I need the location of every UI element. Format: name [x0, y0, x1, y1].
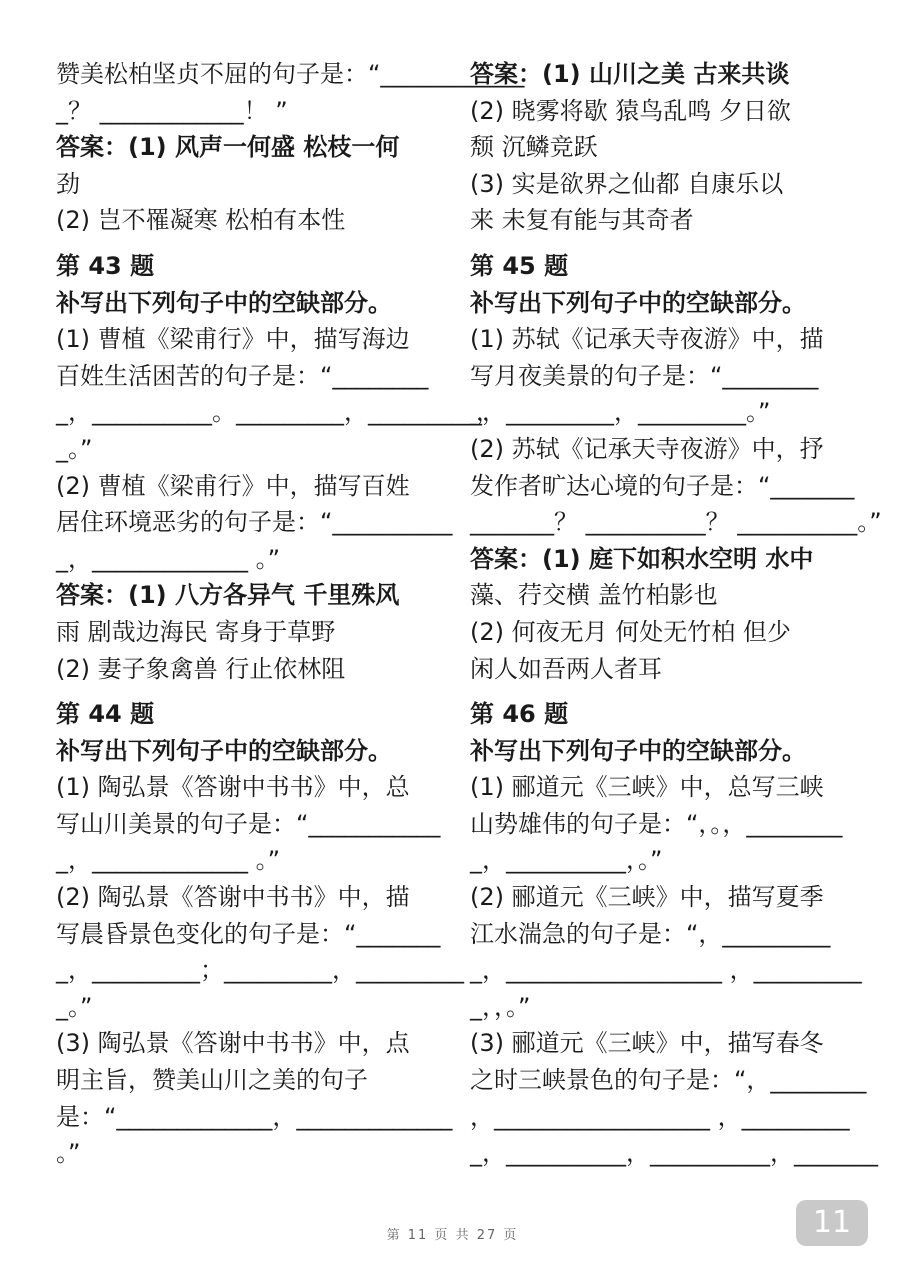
text-line: 补写出下列句子中的空缺部分。 [470, 288, 806, 317]
text-line: 答案：(1) 山川之美 古来共谈 [470, 60, 790, 88]
text-line: 居住环境恶劣的句子是：“__________ [56, 508, 453, 537]
text-line: (2) 妻子象禽兽 行止依林阻 [56, 654, 346, 683]
text-line: (2) 何夜无月 何处无竹柏 但少 [470, 617, 791, 646]
text-line: (3) 郦道元《三峡》中，描写春冬 [470, 1029, 824, 1058]
text-line: _。” [56, 992, 93, 1021]
text-line: _______？ __________？ __________。” [470, 508, 882, 537]
text-line: (1) 苏轼《记承天寺夜游》中，描 [470, 325, 824, 354]
text-line: (3) 实是欲界之仙都 自康乐以 [470, 169, 784, 198]
text-line: 第 43 题 [56, 251, 155, 280]
text-line: 发作者旷达心境的句子是：“_______ [470, 471, 855, 500]
text-line: 劲 [56, 169, 80, 198]
text-line: _，，。” [470, 992, 531, 1021]
text-line: (2) 郦道元《三峡》中，描写夏季 [470, 883, 824, 912]
text-line: 第 45 题 [470, 251, 569, 280]
text-line: 藻、荇交横 盖竹柏影也 [470, 581, 718, 610]
text-line: (2) 晓雾将歇 猿鸟乱鸣 夕日欲 [470, 96, 791, 125]
text-line: 答案：(1) 风声一何盛 松枝一何 [56, 133, 400, 162]
text-line: 。” [56, 1139, 81, 1168]
text-line: (1) 曹植《梁甫行》中，描写海边 [56, 325, 410, 354]
text-line: ，__________________ ，_________ [470, 1102, 850, 1131]
spacer [470, 239, 900, 248]
text-line: _。” [56, 434, 93, 463]
page-footer: 第 11 页 共 27 页 [386, 1228, 519, 1243]
text-line: 雨 剧哉边海民 寄身于草野 [56, 617, 336, 646]
text-line: _，_____________ 。” [56, 544, 281, 573]
text-line: 闲人如吾两人者耳 [470, 654, 662, 683]
text-line: 山势雄伟的句子是：“，。，________ [470, 809, 843, 838]
text-line: 写月夜美景的句子是：“________ [470, 361, 819, 390]
text-line: (3) 陶弘景《答谢中书书》中，点 [56, 1029, 410, 1058]
text-line: (2) 陶弘景《答谢中书书》中，描 [56, 883, 410, 912]
text-line: (1) 陶弘景《答谢中书书》中，总 [56, 773, 410, 802]
text-line: (2) 苏轼《记承天寺夜游》中，抒 [470, 434, 824, 463]
text-line: 颓 沉鳞竞跃 [470, 133, 598, 162]
text-line: 答案：(1) 八方各异气 千里殊风 [56, 581, 400, 610]
text-line: _，__________________ ，_________ [470, 956, 862, 985]
text-line: _，_____________ 。” [56, 846, 281, 875]
text-line: _，_________，_________。” [470, 398, 771, 427]
page-number-badge: 11 [796, 1200, 868, 1246]
text-line: 第 44 题 [56, 700, 155, 729]
text-line: _，__________。_________，_________， [56, 398, 500, 427]
text-line: 是：“_____________，_____________ [56, 1102, 453, 1131]
text-line: 赞美松柏坚贞不屈的句子是：“____________ [56, 60, 525, 88]
spacer [470, 687, 900, 696]
text-line: 写晨昏景色变化的句子是：“_______ [56, 919, 441, 948]
text-line: 来 未复有能与其奇者 [470, 206, 694, 235]
text-line: 写山川美景的句子是：“___________ [56, 809, 441, 838]
text-line: 明主旨，赞美山川之美的句子 [56, 1066, 368, 1095]
text-line: (1) 郦道元《三峡》中，总写三峡 [470, 773, 824, 802]
text-line: _，_________；_________，_________ [56, 956, 464, 985]
text-line: 江水湍急的句子是：“，_________ [470, 919, 831, 948]
spacer [56, 687, 476, 696]
text-line: 补写出下列句子中的空缺部分。 [470, 736, 806, 765]
right-column [470, 56, 900, 1172]
text-line: 答案：(1) 庭下如积水空明 水中 [470, 544, 814, 573]
text-line: (2) 曹植《梁甫行》中，描写百姓 [56, 471, 410, 500]
text-line: _，__________，。” [470, 846, 663, 875]
text-line: 之时三峡景色的句子是：“，________ [470, 1066, 867, 1095]
text-line: 补写出下列句子中的空缺部分。 [56, 288, 392, 317]
text-line: 百姓生活困苦的句子是：“________ [56, 361, 429, 390]
spacer [56, 239, 476, 248]
text-line: 补写出下列句子中的空缺部分。 [56, 736, 392, 765]
text-line: _？ ____________！ ” [56, 96, 288, 125]
text-line: (2) 岂不罹凝寒 松柏有本性 [56, 206, 346, 235]
text-line: _，__________，__________，_______ [470, 1139, 878, 1168]
text-line: 第 46 题 [470, 700, 569, 729]
